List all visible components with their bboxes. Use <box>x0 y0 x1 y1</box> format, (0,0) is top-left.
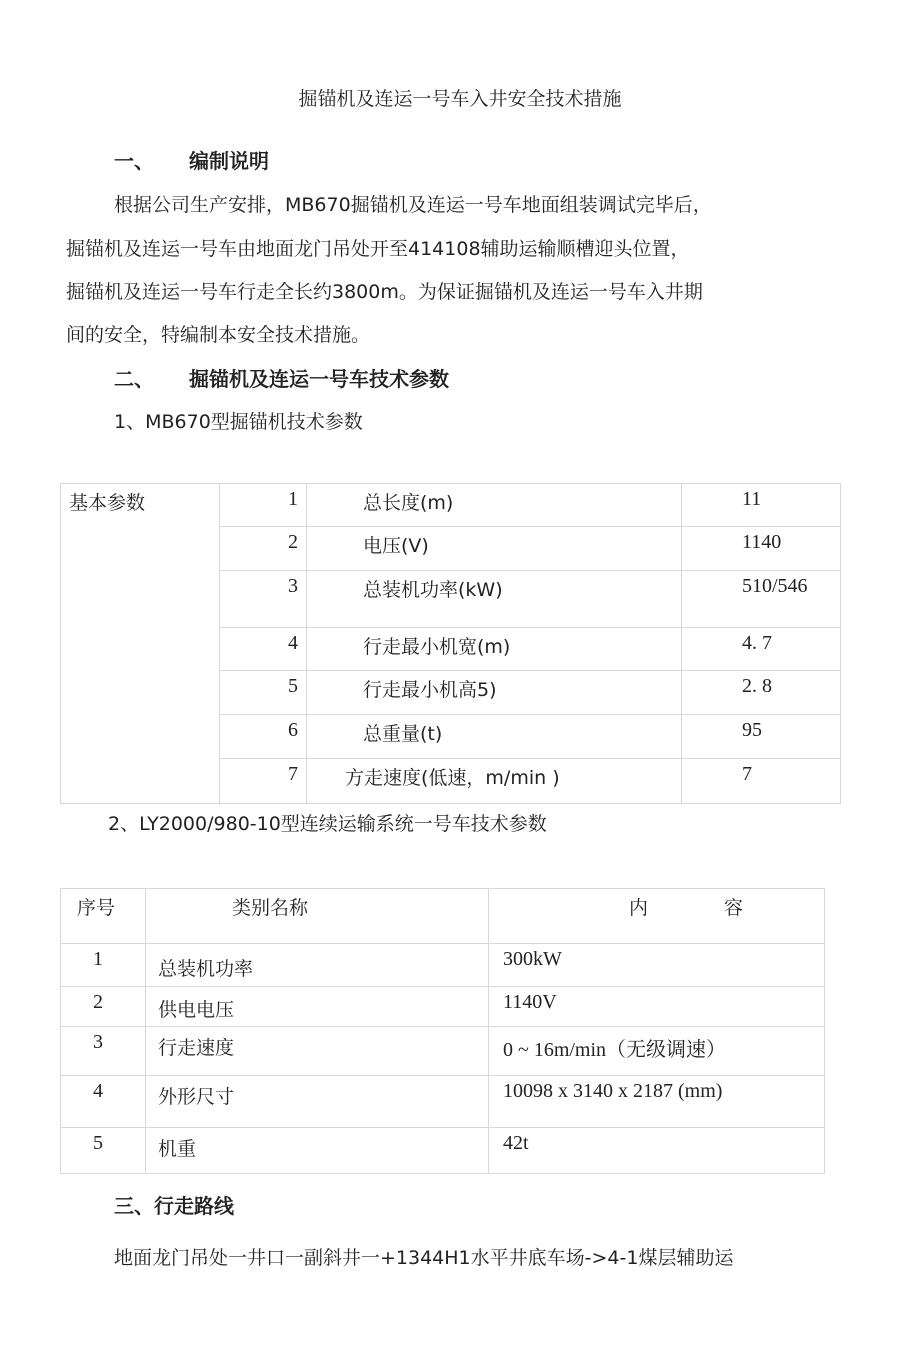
row-number: 2 <box>61 987 146 1027</box>
section2-heading: 掘锚机及连运一号车技术参数 <box>189 367 449 391</box>
param-name: 总装机功率(kW) <box>307 571 682 628</box>
table-row <box>61 1027 825 1076</box>
table-row <box>61 944 825 987</box>
paragraph-line: 掘锚机及连运一号车由地面龙门吊处开至414108辅助运输顺槽迎头位置， <box>66 238 690 260</box>
param-name: 行走最小机宽(m) <box>307 628 682 671</box>
param-name: 电压(V) <box>307 527 682 571</box>
content-value: 300kW <box>489 944 825 987</box>
content-value: 0 ~ 16m/min（无级调速） <box>489 1027 825 1076</box>
section2-number: 二、 <box>114 367 154 391</box>
param-value: 2. 8 <box>682 671 841 715</box>
section1-heading: 编制说明 <box>189 149 269 173</box>
table-row <box>61 484 841 527</box>
group-cell: 基本参数 <box>61 484 220 804</box>
table-header-row <box>61 889 825 944</box>
subheading-ly2000: 2、LY2000/980-10型连续运输系统一号车技术参数 <box>108 813 547 835</box>
category-name: 供电电压 <box>146 987 489 1027</box>
row-number: 1 <box>220 484 307 527</box>
param-value: 510/546 <box>682 571 841 628</box>
section1-number: 一、 <box>114 149 154 173</box>
page-title: 掘锚机及连运一号车入井安全技术措施 <box>298 88 622 110</box>
content-value: 10098 x 3140 x 2187 (mm) <box>489 1076 825 1128</box>
row-number: 6 <box>220 715 307 759</box>
param-value: 95 <box>682 715 841 759</box>
category-name: 行走速度 <box>146 1027 489 1076</box>
row-number: 2 <box>220 527 307 571</box>
route-text: 地面龙门吊处一井口一副斜井一+1344H1水平井底车场->4-1煤层辅助运 <box>114 1247 734 1269</box>
param-value: 11 <box>682 484 841 527</box>
row-number: 4 <box>220 628 307 671</box>
table-row <box>61 987 825 1027</box>
row-number: 4 <box>61 1076 146 1128</box>
header-cell: 序号 <box>61 889 146 944</box>
table-row <box>61 1076 825 1128</box>
row-number: 1 <box>61 944 146 987</box>
content-value: 1140V <box>489 987 825 1027</box>
table-row <box>61 1128 825 1174</box>
row-number: 7 <box>220 759 307 804</box>
category-name: 外形尺寸 <box>146 1076 489 1128</box>
param-name: 总长度(m) <box>307 484 682 527</box>
paragraph-line: 根据公司生产安排，MB670掘锚机及连运一号车地面组装调试完毕后， <box>114 194 712 216</box>
category-name: 机重 <box>146 1128 489 1174</box>
param-value: 4. 7 <box>682 628 841 671</box>
param-name: 行走最小机高5) <box>307 671 682 715</box>
row-number: 5 <box>220 671 307 715</box>
category-name: 总装机功率 <box>146 944 489 987</box>
paragraph-line: 掘锚机及连运一号车行走全长约3800m。为保证掘锚机及连运一号车入井期 <box>66 281 703 303</box>
row-number: 3 <box>220 571 307 628</box>
row-number: 5 <box>61 1128 146 1174</box>
param-value: 7 <box>682 759 841 804</box>
section3-heading: 三、行走路线 <box>114 1194 234 1218</box>
row-number: 3 <box>61 1027 146 1076</box>
header-cell: 内 容 <box>489 889 825 944</box>
header-cell: 类别名称 <box>146 889 489 944</box>
content-value: 42t <box>489 1128 825 1174</box>
param-value: 1140 <box>682 527 841 571</box>
ly2000-params-table <box>60 888 825 1174</box>
param-name: 总重量(t) <box>307 715 682 759</box>
mb670-params-table <box>60 483 841 804</box>
param-name: 方走速度(低速，m/min ) <box>307 759 682 804</box>
subheading-mb670: 1、MB670型掘锚机技术参数 <box>114 411 363 433</box>
paragraph-line: 间的安全，特编制本安全技术措施。 <box>66 324 371 346</box>
